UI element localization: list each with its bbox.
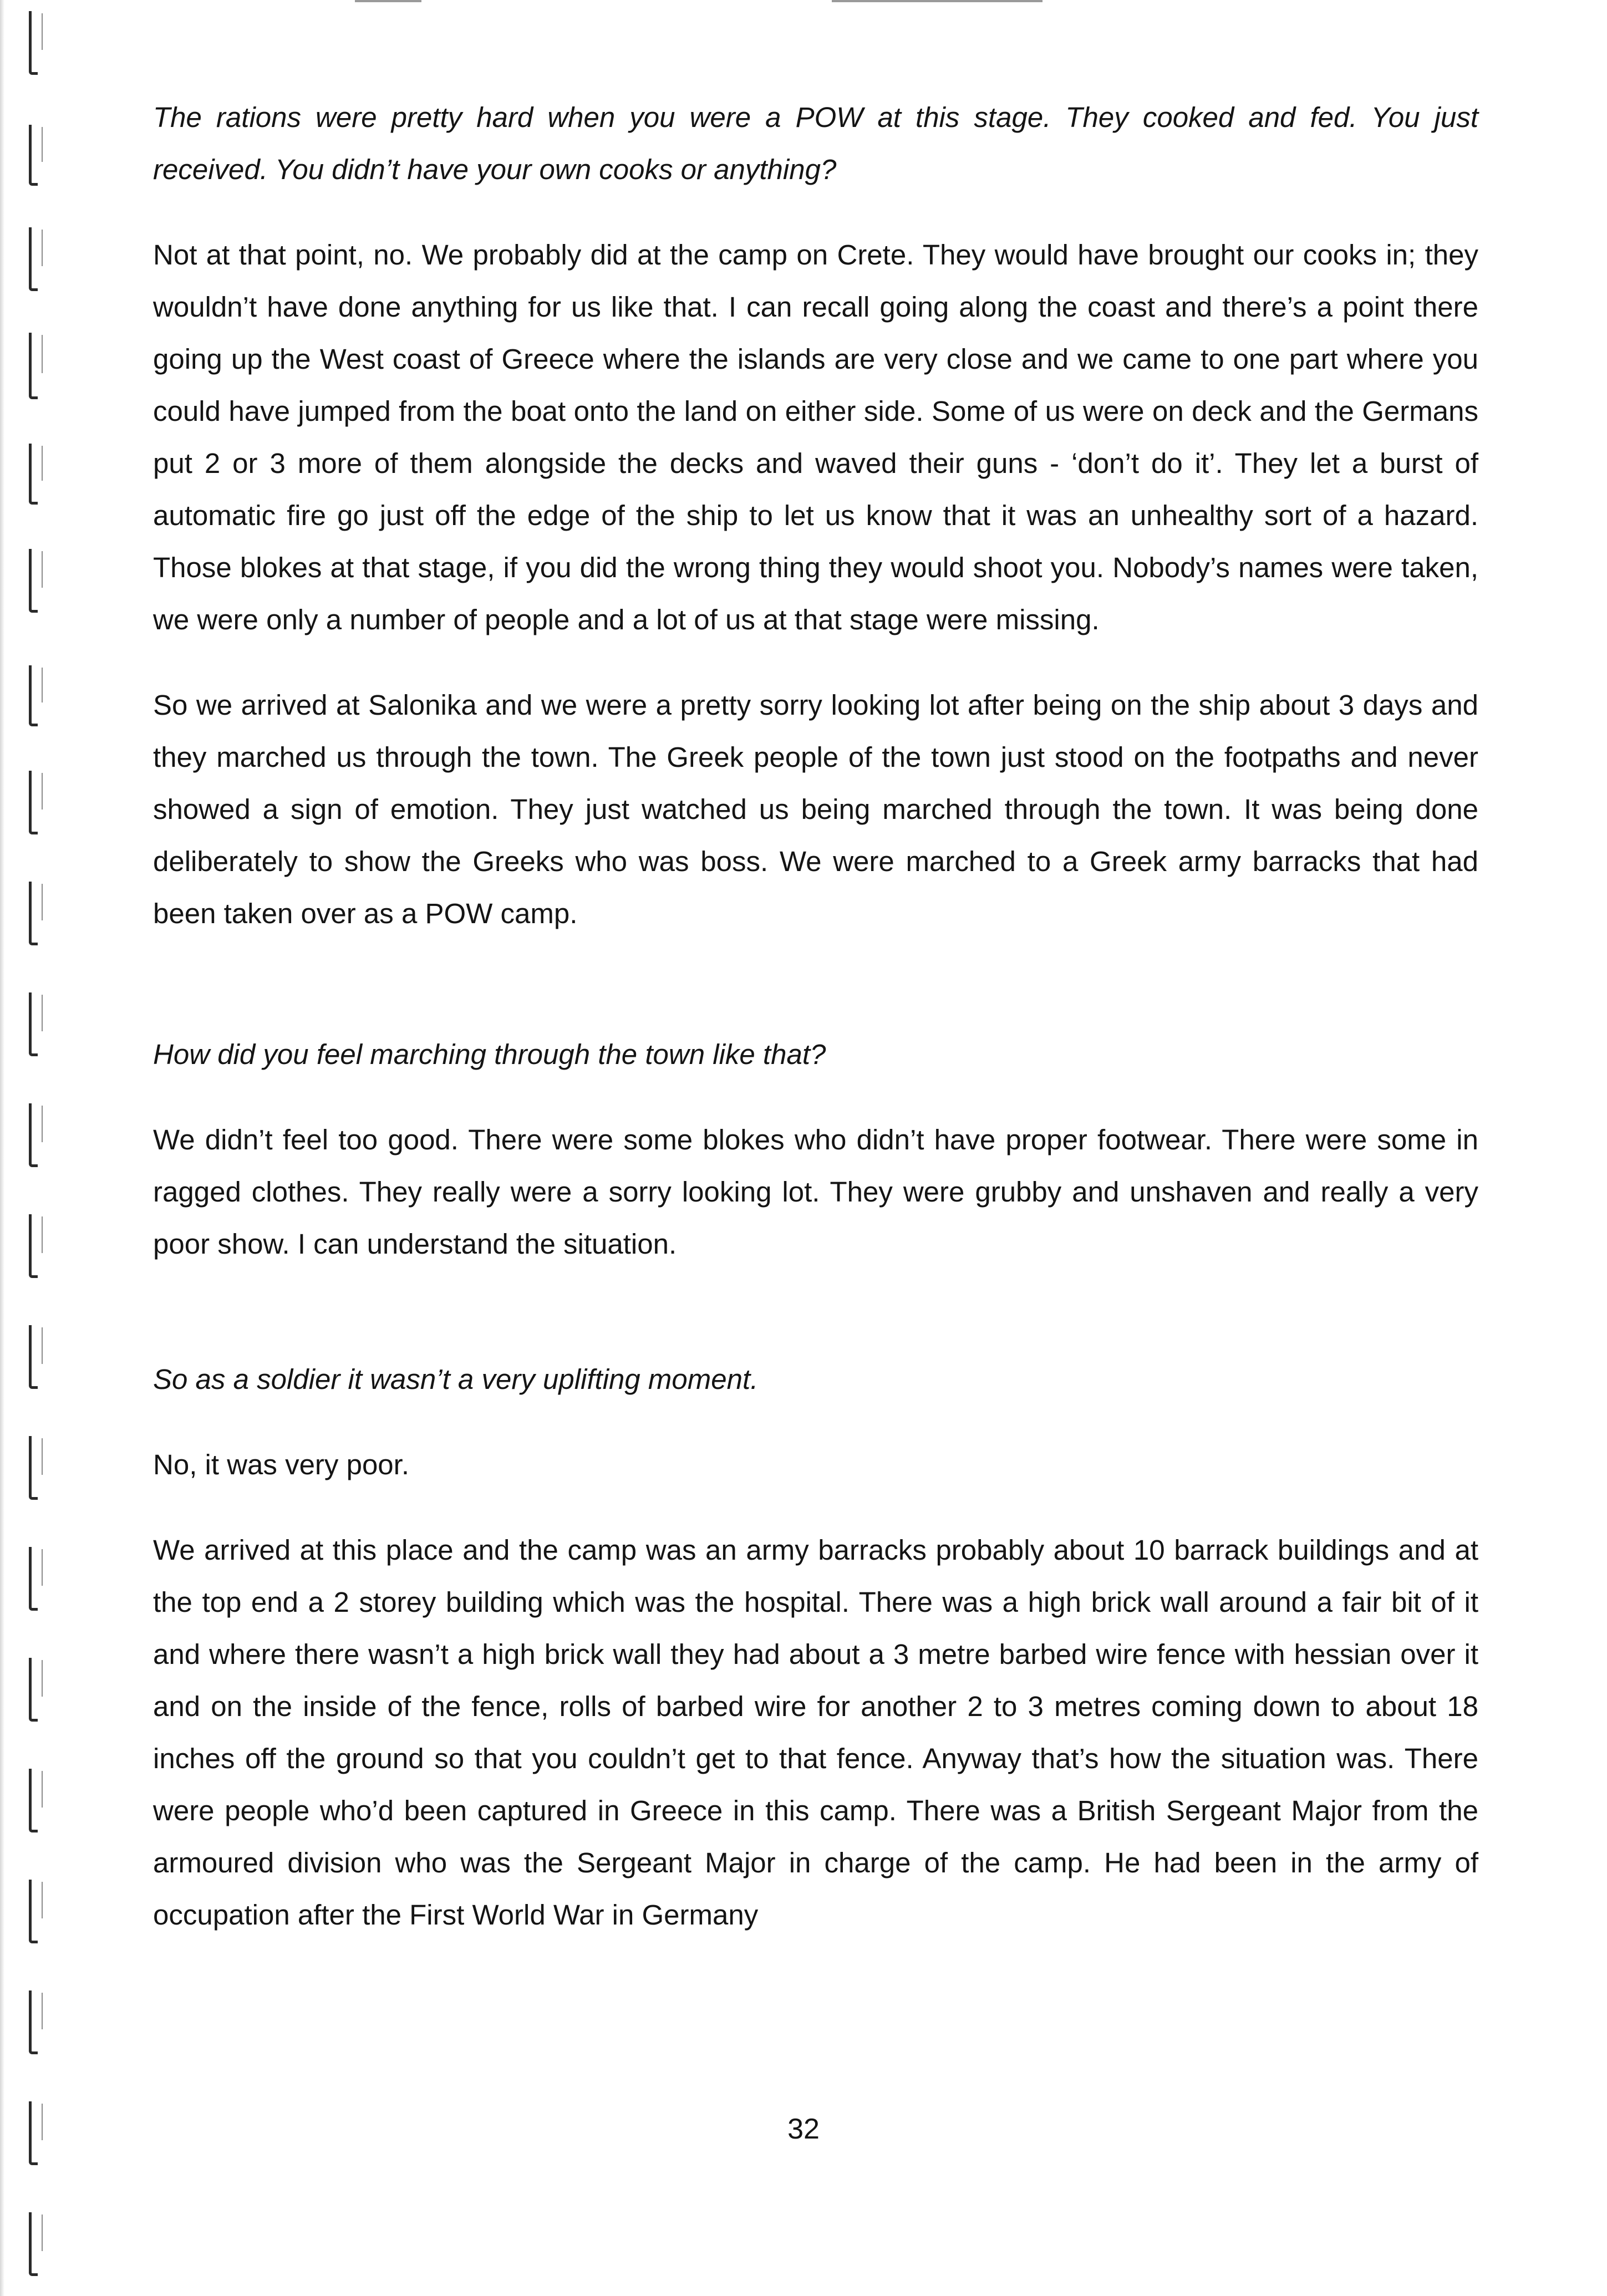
answer-paragraph: No, it was very poor. bbox=[153, 1449, 410, 1480]
binding-ring bbox=[29, 1547, 38, 1611]
binding-ring bbox=[29, 549, 38, 613]
binding-ring bbox=[29, 1880, 38, 1943]
scan-artifact bbox=[355, 0, 421, 2]
binding-ring bbox=[29, 1214, 38, 1278]
binding-ring bbox=[29, 444, 38, 505]
interviewer-question: How did you feel marching through the town like that? bbox=[153, 1038, 826, 1070]
binding-ring bbox=[29, 665, 38, 726]
interviewer-question: So as a soldier it wasn’t a very uplifting moment. bbox=[153, 1363, 759, 1395]
page-number: 32 bbox=[787, 2113, 820, 2145]
binding-ring bbox=[29, 882, 38, 945]
binding-ring bbox=[29, 1325, 38, 1389]
binding-ring bbox=[29, 227, 38, 291]
binding-ring bbox=[29, 1990, 38, 2054]
binding-ring bbox=[29, 125, 38, 186]
interviewer-question: The rations were pretty hard when you were a POW at this stage. They cooked and fed. You just received. You didn’t have your own cooks or anything? bbox=[153, 101, 1478, 185]
binding-shadow bbox=[0, 0, 4, 2296]
ring-binding bbox=[0, 0, 61, 2296]
scan-artifact bbox=[832, 0, 1042, 2]
binding-ring bbox=[29, 11, 38, 75]
binding-ring bbox=[29, 1103, 38, 1167]
binding-ring bbox=[29, 1658, 38, 1722]
binding-ring bbox=[29, 1436, 38, 1500]
binding-ring bbox=[29, 992, 38, 1056]
binding-ring bbox=[29, 771, 38, 834]
answer-paragraph: We arrived at this place and the camp was an army barracks probably about 10 barrack buildings and at the top end a 2 storey building which was the hospital. There was a high brick wall around a fair bit of it and where there wasn’t a high brick wall they had about a 3 metre barbed wire fence with hessian over it and on the inside of the fence, rolls of barbed wire for another 2 to 3 metres coming down to about 18 inches off the ground so that you couldn’t get to that fence. Anyway that’s how the situation was. There were people who’d been captured in Greece in this camp. There was a British Sergeant Major from the armoured division who was the Sergeant Major in charge of the camp. He had been in the army of occupation after the First World War in Germany bbox=[153, 1534, 1478, 1931]
answer-paragraph: So we arrived at Salonika and we were a pretty sorry looking lot after being on the ship about 3 days and they marched us through the town. The Greek people of the town just stood on the footpaths and never showed a sign of emotion. They just watched us being marched through the town. It was being done deliberately to show the Greeks who was boss. We were marched to a Greek army barracks that had been taken over as a POW camp. bbox=[153, 689, 1478, 929]
page-body bbox=[153, 91, 1478, 1941]
binding-ring bbox=[29, 333, 38, 399]
binding-ring bbox=[29, 1769, 38, 1832]
answer-paragraph: Not at that point, no. We probably did at the camp on Crete. They would have brought our cooks in; they wouldn’t have done anything for us like that. I can recall going along the coast and there’s a point there going up the West coast of Greece where the islands are very close and we came to one part where you could have jumped from the boat onto the land on either side. Some of us were on deck and the Germans put 2 or 3 more of them alongside the decks and waved their guns - ‘don’t do it’. They let a burst of automatic fire go just off the edge of the ship to let us know that it was an unhealthy sort of a hazard. Those blokes at that stage, if you did the wrong thing they would shoot you. Nobody’s names were taken, we were only a number of people and a lot of us at that stage were missing. bbox=[153, 239, 1478, 635]
binding-ring bbox=[29, 2212, 38, 2276]
answer-paragraph: We didn’t feel too good. There were some blokes who didn’t have proper footwear. There were some in ragged clothes. They really were a sorry looking lot. They were grubby and unshaven and really a very poor show. I can understand the situation. bbox=[153, 1124, 1478, 1260]
